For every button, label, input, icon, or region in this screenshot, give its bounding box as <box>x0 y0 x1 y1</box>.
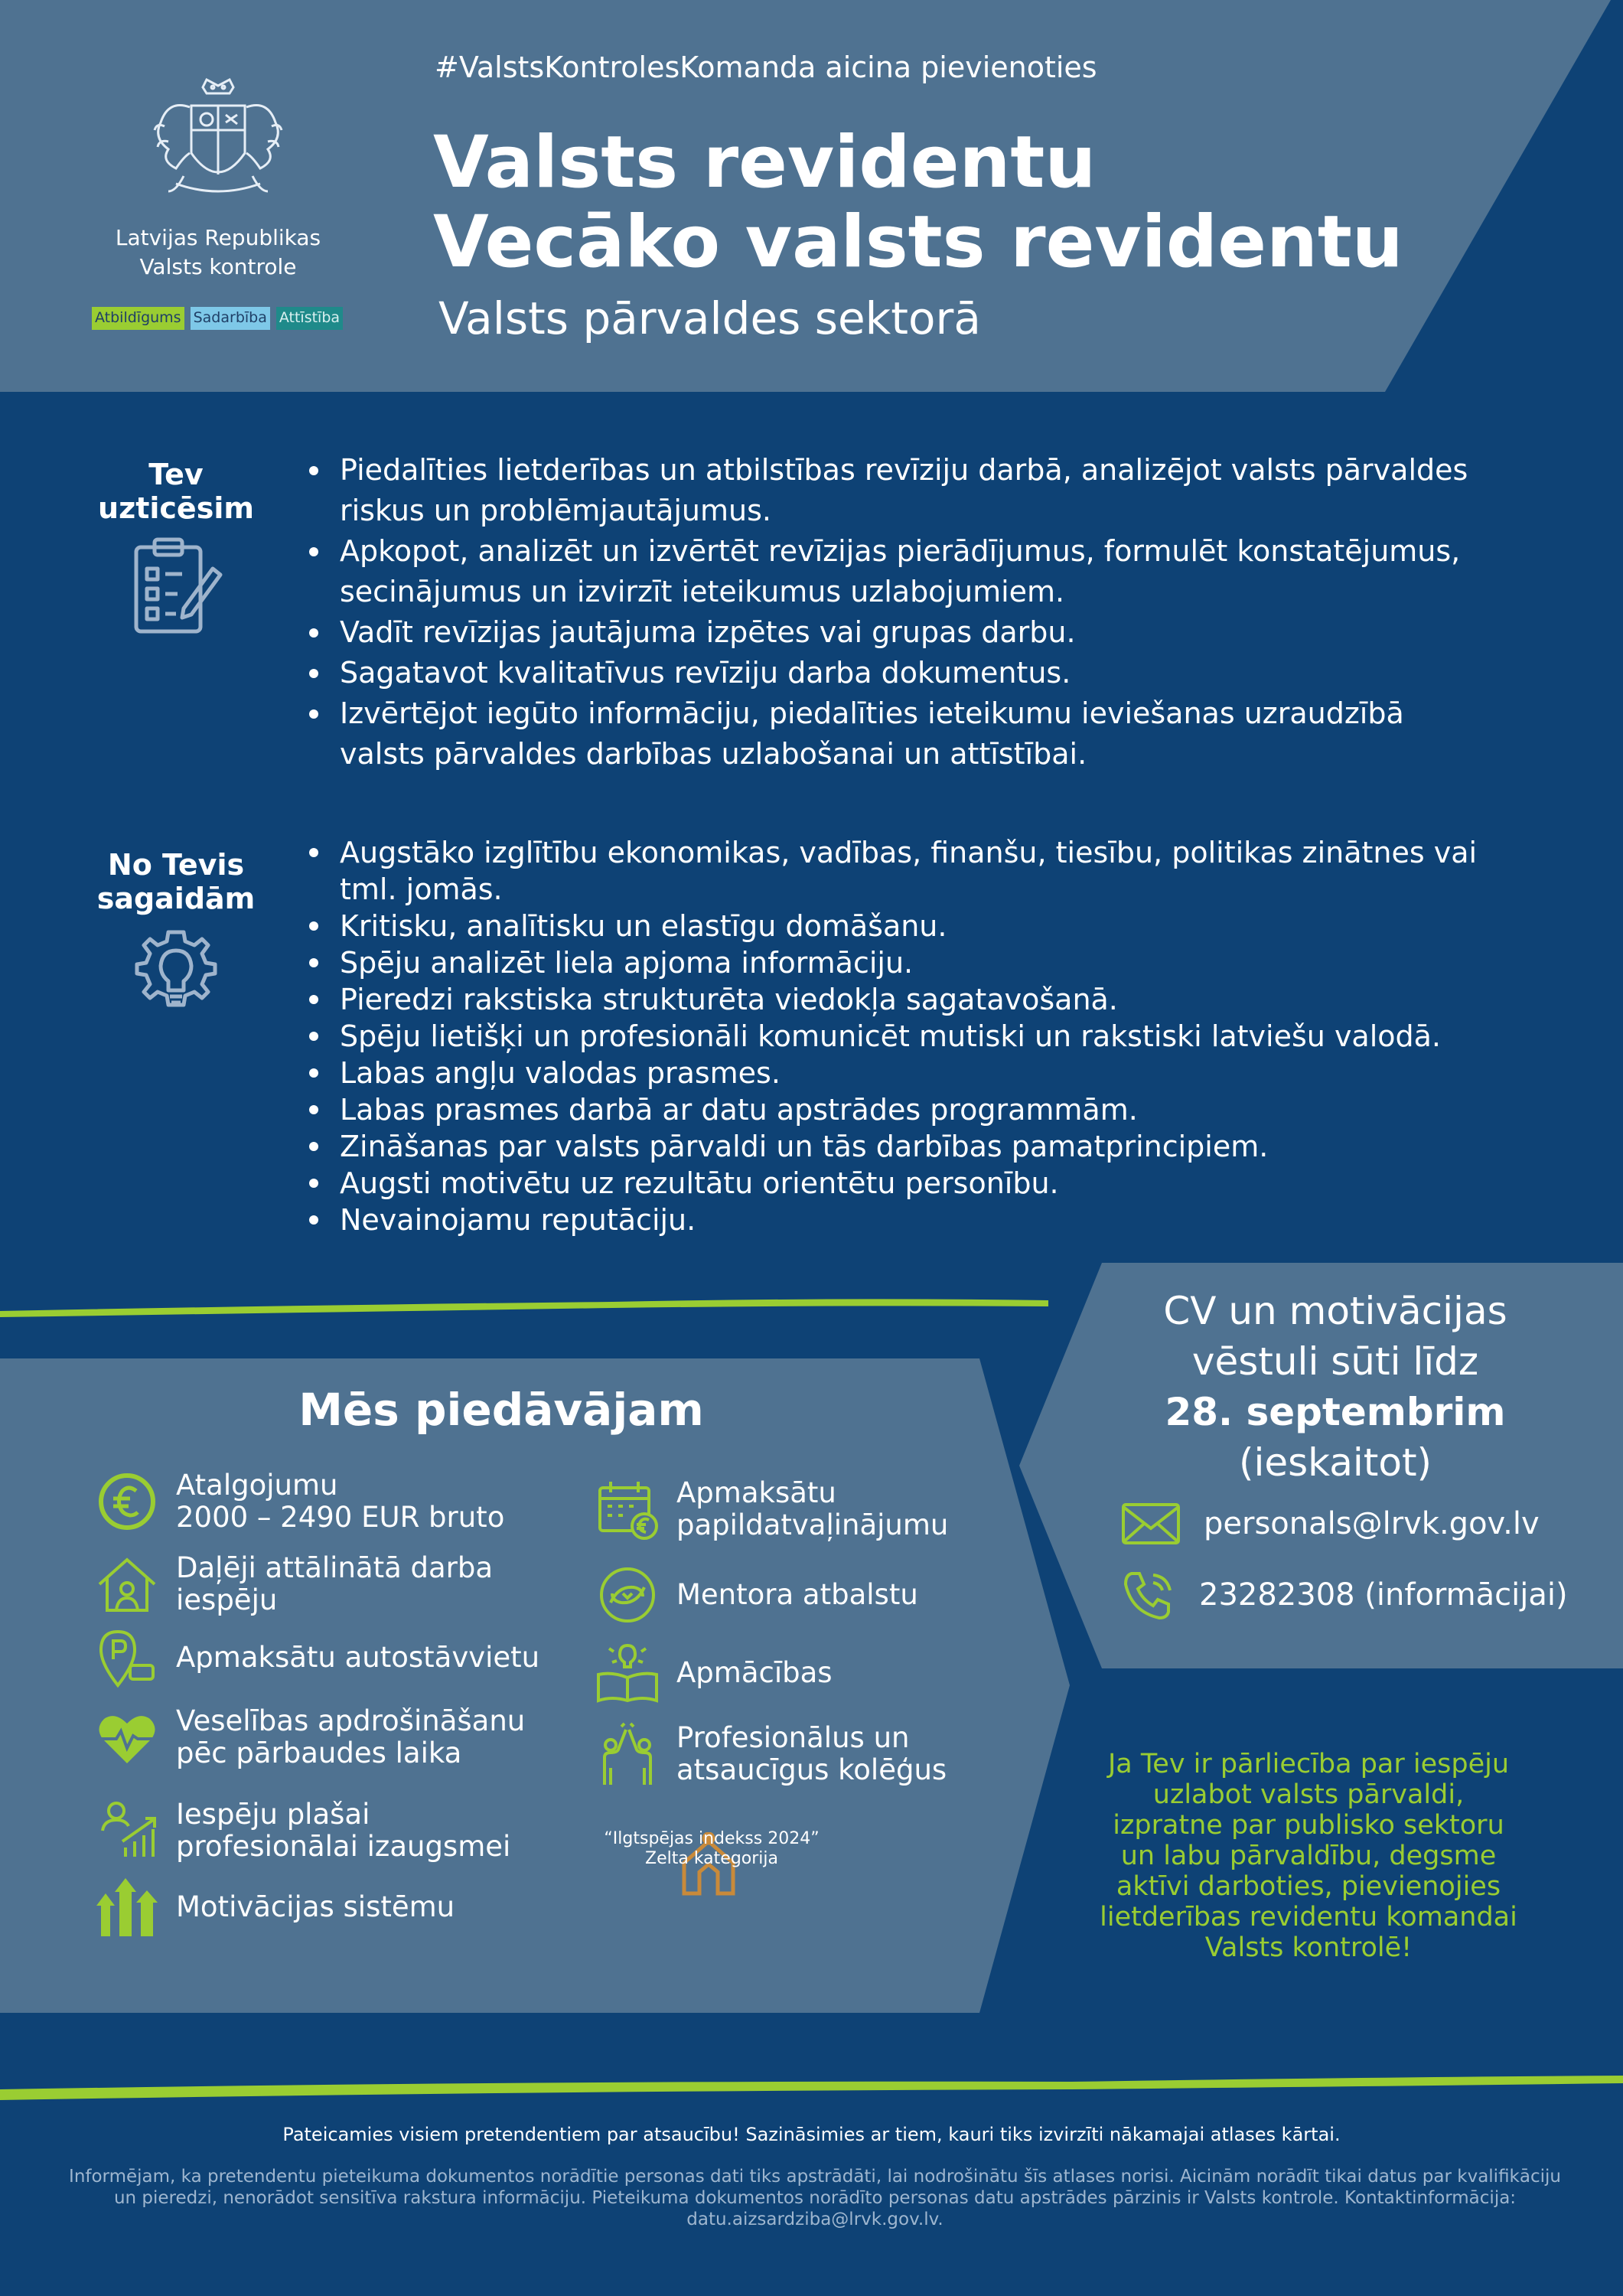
email-contact <box>1121 1502 1540 1545</box>
benefit-parking <box>95 1626 539 1690</box>
award-caption <box>597 1829 826 1869</box>
calendar-euro-icon <box>595 1477 660 1541</box>
benefit-label-line2: 2000 – 2490 EUR bruto <box>176 1501 505 1534</box>
phone-contact <box>1121 1567 1568 1623</box>
duties-list <box>303 450 1497 775</box>
benefit-label-line1: Apmaksātu autostāvvietu <box>176 1641 540 1674</box>
benefit-label-line1: Mentora atbalstu <box>676 1578 918 1611</box>
deadline-date: 28. septembrim <box>1165 1390 1506 1434</box>
organization-name-line2: Valsts kontrole <box>139 254 297 279</box>
job-title-line1: Valsts revidentu <box>433 121 1097 204</box>
motivation-message: Ja Tev ir pārliecība par iespēju uzlabot valsts pārvaldi, izpratne par publisko sektoru un labu pārvaldību, degsme aktīvi darboties, pievienojies lietderības revidentu komandai Valsts kontrolē! <box>1100 1749 1517 1963</box>
value-tag-cooperation: Sadarbība <box>191 307 270 330</box>
growth-chart-person-icon <box>95 1799 159 1863</box>
benefit-remote-work <box>95 1552 493 1616</box>
benefit-label-line1: Apmācības <box>676 1656 833 1689</box>
benefit-label-line2: iespēju <box>176 1583 278 1616</box>
benefit-label-line1: Daļēji attālinātā darba <box>176 1551 494 1584</box>
list-item: Labas angļu valodas prasmes. <box>303 1055 1527 1091</box>
value-tag-development: Attīstība <box>276 307 343 330</box>
phone-icon <box>1121 1567 1176 1623</box>
values-tags <box>92 307 343 330</box>
clipboard-checklist-icon <box>122 532 230 639</box>
benefit-mentor <box>595 1563 918 1627</box>
list-item: Piedalīties lietderības un atbilstības revīziju darbā, analizējot valsts pārvaldes riskus un problēmjautājumus. <box>303 450 1497 531</box>
job-title-line2: Vecāko valsts revidentu <box>433 201 1403 284</box>
benefit-label-line1: Motivācijas sistēmu <box>176 1890 455 1923</box>
cta-line4: (ieskaitot) <box>1238 1440 1432 1485</box>
email-address[interactable]: personals@lrvk.gov.lv <box>1204 1506 1540 1541</box>
cta-line2: vēstuli sūti līdz <box>1191 1339 1479 1384</box>
benefit-extra-leave <box>595 1477 948 1541</box>
lightbulb-gear-icon <box>122 926 230 1033</box>
coat-of-arms-icon <box>122 77 314 230</box>
section-label-trust-line1: Tev <box>148 458 204 491</box>
divider-stroke-top <box>0 1290 1056 1320</box>
benefit-label-line2: papildatvaļinājumu <box>676 1508 949 1541</box>
benefit-label-line2: profesionālai izaugsmei <box>176 1830 511 1863</box>
envelope-icon <box>1121 1502 1181 1545</box>
list-item: Apkopot, analizēt un izvērtēt revīzijas pierādījumus, formulēt konstatējumus, secinājumus un izvirzīt ieteikumus uzlabojumiem. <box>303 531 1497 612</box>
list-item: Spēju lietišķi un profesionāli komunicēt mutiski un rakstiski latviešu valodā. <box>303 1018 1527 1055</box>
application-deadline <box>1087 1286 1584 1488</box>
list-item: Zināšanas par valsts pārvaldi un tās darbības pamatprincipiem. <box>303 1128 1527 1165</box>
benefit-label-line1: Atalgojumu <box>176 1469 338 1502</box>
phone-number[interactable]: 23282308 (informācijai) <box>1199 1577 1568 1613</box>
book-lightbulb-icon <box>595 1641 660 1705</box>
parking-pin-icon <box>95 1626 159 1690</box>
benefit-label-line1: Iespēju plašai <box>176 1798 370 1831</box>
euro-coin-icon <box>95 1469 159 1534</box>
sector-subtitle: Valsts pārvaldes sektorā <box>438 292 981 344</box>
benefit-label-line1: Profesionālus un <box>676 1721 910 1754</box>
offer-title: Mēs piedāvājam <box>298 1384 704 1436</box>
list-item: Augstāko izglītību ekonomikas, vadības, finanšu, tiesību, politikas zinātnes vai tml. jomās. <box>303 834 1527 908</box>
list-item: Kritisku, analītisku un elastīgu domāšanu. <box>303 908 1527 944</box>
thanks-note: Pateicamies visiem pretendentiem par atsaucību! Sazināsimies ar tiem, kauri tiks izvirzīti nākamajai atlases kārtai. <box>282 2124 1341 2145</box>
list-item: Labas prasmes darbā ar datu apstrādes programmām. <box>303 1091 1527 1128</box>
award-line2: Zelta kategorija <box>645 1849 778 1868</box>
requirements-list <box>303 834 1527 1238</box>
award-line1: “Ilgtspējas indekss 2024” <box>604 1829 820 1848</box>
high-five-icon <box>595 1722 660 1786</box>
hashtag-invitation: #ValstsKontrolesKomanda aicina pievienoties <box>435 51 1097 84</box>
section-label-expect-line2: sagaidām <box>96 882 256 915</box>
list-item: Sagatavot kvalitatīvus revīziju darba dokumentus. <box>303 653 1497 693</box>
cta-line1: CV un motivācijas <box>1163 1289 1507 1333</box>
list-item: Augsti motivētu uz rezultātu orientētu personību. <box>303 1165 1527 1202</box>
list-item: Vadīt revīzijas jautājuma izpētes vai grupas darbu. <box>303 612 1497 653</box>
benefit-label-line2: pēc pārbaudes laika <box>176 1737 462 1769</box>
benefit-salary <box>95 1469 504 1534</box>
section-label-trust-line2: uzticēsim <box>98 491 254 525</box>
benefit-training <box>595 1641 833 1705</box>
list-item: Pieredzi rakstiska strukturēta viedokļa sagatavošanā. <box>303 981 1527 1018</box>
value-tag-responsibility: Atbildīgums <box>92 307 184 330</box>
section-label-expect-line1: No Tevis <box>107 848 245 882</box>
arrows-up-icon <box>95 1875 159 1939</box>
list-item: Spēju analizēt liela apjoma informāciju. <box>303 944 1527 981</box>
section-label-trust <box>77 458 275 525</box>
mentor-hands-icon <box>595 1563 660 1627</box>
organization-name-line1: Latvijas Republikas <box>115 225 321 250</box>
benefit-label-line1: Veselības apdrošināšanu <box>176 1704 526 1737</box>
benefit-label-line2: atsaucīgus kolēģus <box>676 1753 947 1786</box>
benefit-motivation <box>95 1875 455 1939</box>
list-item: Nevainojamu reputāciju. <box>303 1202 1527 1238</box>
privacy-notice: Informējam, ka pretendentu pieteikuma dokumentos norādītie personas dati tiks apstrādāti, lai nodrošinātu šīs atlases norisi. Aicinām norādīt tikai datus par kvalifikāciju un pieredzi, nenorādot sensitīva rakstura informāciju. Pieteikuma dokumentos norādīto personas datu apstrādes pārzinis ir Valsts kontrole. Kontaktinformācija: datu.aizsardziba@lrvk.gov.lv. <box>69 2167 1561 2229</box>
section-label-expect <box>77 848 275 915</box>
benefit-label-line1: Apmaksātu <box>676 1476 836 1509</box>
list-item: Izvērtējot iegūto informāciju, piedalīties ieteikumu ieviešanas uzraudzībā valsts pārvaldes darbības uzlabošanai un attīstībai. <box>303 693 1497 775</box>
home-person-icon <box>95 1552 159 1616</box>
heart-pulse-icon <box>95 1705 159 1769</box>
organization-name <box>84 223 352 282</box>
benefit-growth <box>95 1799 510 1863</box>
benefit-colleagues <box>595 1722 947 1786</box>
benefit-health-insurance <box>95 1705 525 1769</box>
divider-stroke-bottom <box>0 2066 1623 2105</box>
